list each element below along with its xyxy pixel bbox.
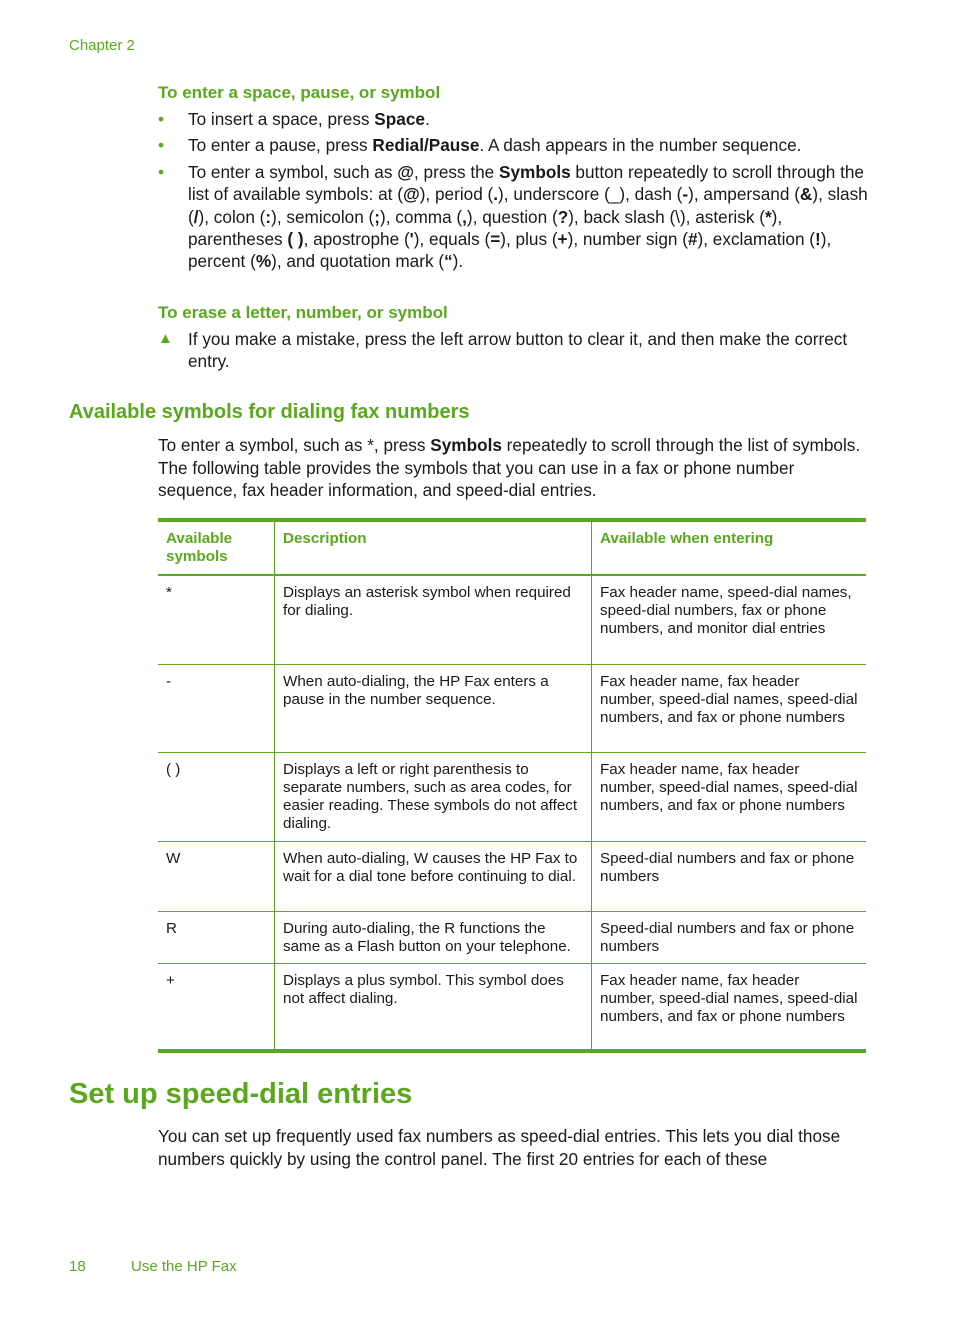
symbol-text: ), and quotation mark (	[271, 251, 445, 272]
table-cell: Fax header name, fax header number, speed-dial names, speed-dial numbers, and fax or phone numbers	[592, 664, 867, 752]
table-cell: Displays an asterisk symbol when required for dialing.	[275, 575, 592, 664]
symbol-text: button repeatedly to scroll through the list of available symbols: at (	[188, 161, 864, 205]
symbol-glyph: =	[490, 229, 501, 250]
symbol-text: ), back slash (\), asterisk (	[568, 206, 765, 227]
symbol-glyph: -	[682, 184, 689, 205]
symbol-glyph: ;	[374, 206, 381, 227]
heading-erase: To erase a letter, number, or symbol	[158, 303, 448, 322]
symbol-glyph: /	[193, 206, 199, 227]
symbol-text: ), number sign (	[567, 229, 688, 250]
item-text: To enter a pause, press	[188, 135, 373, 156]
table-cell: Speed-dial numbers and fax or phone numbers	[592, 911, 867, 963]
table-row	[158, 752, 866, 841]
bullet-icon: •	[158, 109, 165, 129]
symbol-glyph: :	[265, 206, 272, 227]
triangle-icon: ▲	[158, 330, 173, 347]
symbol-glyph: &	[799, 184, 813, 205]
item-text: To insert a space, press	[188, 109, 375, 129]
item-key: Redial/Pause	[372, 135, 480, 156]
speed-dial-paragraph: You can set up frequently used fax numbers as speed-dial entries. This lets you dial those numbers quickly by using the control panel. The first 20 entries for each of these	[158, 1126, 841, 1169]
page-number: 18	[69, 1258, 86, 1275]
footer-title: Use the HP Fax	[131, 1258, 237, 1275]
symbol-text: ), plus (	[500, 229, 558, 250]
symbol-text: ), period (	[419, 184, 494, 205]
symbol-text: To enter a symbol, such as	[188, 161, 398, 182]
symbol-text: ), equals (	[413, 229, 491, 250]
table-cell: Displays a left or right parenthesis to separate numbers, such as area codes, for easier reading. These symbols do not affect dialing.	[275, 752, 592, 841]
symbol-text: ), comma (	[380, 206, 463, 227]
symbol-text: ), semicolon (	[271, 206, 375, 227]
table-row	[158, 575, 866, 664]
list-item	[158, 134, 868, 156]
erase-note	[158, 328, 868, 373]
list-item	[158, 108, 868, 130]
table-header-row	[158, 520, 866, 575]
symbol-text: , apostrophe (	[303, 229, 410, 250]
symbol-text: ), question (	[466, 206, 558, 227]
heading-enter-symbol: To enter a space, pause, or symbol	[158, 83, 441, 102]
heading-speed-dial: Set up speed-dial entries	[69, 1078, 413, 1110]
table-cell: *	[158, 575, 275, 664]
symbol-text: ), slash (	[188, 184, 868, 227]
table-cell: Fax header name, speed-dial names, speed-dial numbers, fax or phone numbers, and monitor dial entries	[600, 584, 852, 638]
symbol-text: ), exclamation (	[697, 229, 815, 250]
symbol-text: ), underscore (_), dash (	[498, 184, 683, 205]
symbols-list-text	[188, 162, 868, 272]
intro-key: Symbols	[430, 435, 502, 455]
table-cell: -	[158, 664, 275, 752]
symbol-glyph: +	[557, 229, 568, 250]
item-text: .	[424, 109, 430, 129]
symbol-glyph: %	[255, 251, 272, 272]
intro-paragraph	[158, 434, 870, 502]
symbol-glyph: @	[402, 184, 420, 205]
symbol-text: ), parentheses	[188, 206, 783, 250]
column-header: Description	[275, 520, 592, 575]
bullet-icon: •	[158, 161, 165, 182]
table-row	[158, 664, 866, 752]
table-cell: Fax header name, fax header number, speed-dial names, speed-dial numbers, and fax or phone numbers	[592, 963, 867, 1051]
bullet-icon: •	[158, 135, 165, 156]
table-cell: W	[158, 841, 275, 911]
symbol-glyph: ,	[462, 206, 467, 227]
symbol-text: ), colon (	[198, 206, 266, 227]
table-row	[158, 963, 866, 1051]
table-cell: Displays a plus symbol. This symbol does not affect dialing.	[275, 963, 592, 1051]
symbol-glyph: ?	[557, 206, 569, 227]
table-cell: During auto-dialing, the R functions the same as a Flash button on your telephone.	[275, 911, 592, 963]
column-header: Available symbols	[158, 520, 275, 575]
heading-available-symbols: Available symbols for dialing fax numbers	[69, 401, 470, 423]
item-key: Space	[374, 109, 425, 129]
symbol-glyph: !	[815, 229, 821, 250]
symbol-text: ).	[452, 251, 464, 272]
symbol-glyph: #	[687, 229, 698, 250]
column-header: Available when entering	[592, 520, 867, 575]
list-item	[158, 161, 868, 273]
symbol-glyph: “	[444, 251, 453, 272]
bullet-list	[158, 108, 868, 277]
symbol-glyph: '	[409, 229, 414, 250]
table-cell: Speed-dial numbers and fax or phone numbers	[592, 841, 867, 911]
symbol-text: , press the	[413, 161, 500, 182]
table-row	[158, 841, 866, 911]
table-cell: Fax header name, fax header number, speed-dial names, speed-dial numbers, and fax or phone numbers	[592, 752, 867, 841]
intro-text: repeatedly to scroll through the list of symbols. The following table provides the symbols that you can use in a fax or phone number sequence, fax header information, and speed-dial entries.	[158, 435, 861, 501]
intro-text: To enter a symbol, such as *, press	[158, 435, 431, 455]
symbol-glyph: *	[764, 206, 772, 227]
erase-text: If you make a mistake, press the left arrow button to clear it, and then make the correct entry.	[188, 329, 848, 372]
symbol-glyph: @	[397, 161, 414, 182]
item-text: . A dash appears in the number sequence.	[479, 135, 802, 156]
table-row	[158, 911, 866, 963]
table-cell: When auto-dialing, the HP Fax enters a pause in the number sequence.	[275, 664, 592, 752]
chapter-label: Chapter 2	[69, 37, 135, 54]
symbol-text: ), percent (	[188, 229, 832, 272]
table-cell: ( )	[158, 752, 275, 841]
symbol-glyph: Symbols	[499, 161, 571, 182]
table-cell: When auto-dialing, W causes the HP Fax to wait for a dial tone before continuing to dial.	[275, 841, 592, 911]
symbol-text: ), ampersand (	[688, 184, 800, 205]
symbols-table	[158, 518, 866, 1053]
symbol-glyph: ( )	[287, 229, 304, 250]
table-cell: +	[158, 963, 275, 1051]
symbol-glyph: .	[493, 184, 499, 205]
table-cell: R	[158, 911, 275, 963]
